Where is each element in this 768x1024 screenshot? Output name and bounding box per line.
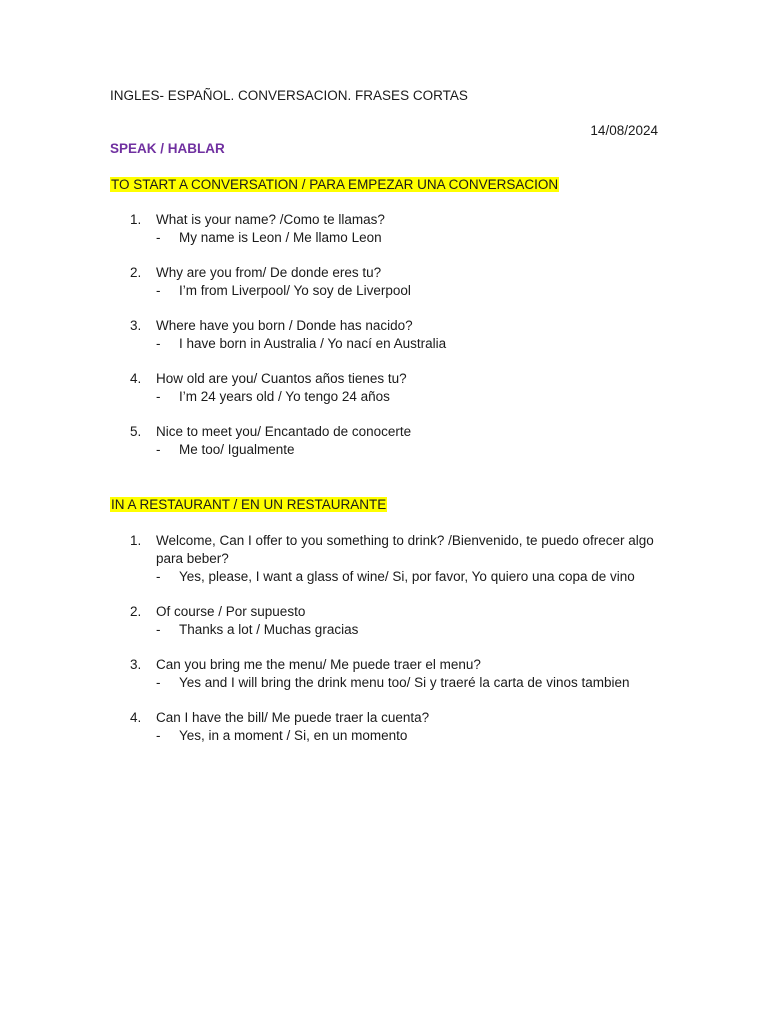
- item-question: How old are you/ Cuantos años tienes tu?: [156, 371, 407, 386]
- list-item: [130, 264, 660, 300]
- list-item: [130, 423, 660, 459]
- answer-text: I have born in Australia / Yo nací en Australia: [179, 336, 447, 351]
- restaurant-list: [130, 532, 660, 762]
- section-heading-text: TO START A CONVERSATION / PARA EMPEZAR UNA CONVERSACION: [111, 177, 559, 192]
- answer-text: I’m from Liverpool/ Yo soy de Liverpool: [179, 283, 411, 298]
- answer-text: Thanks a lot / Muchas gracias: [179, 622, 359, 637]
- item-number: 4.: [130, 710, 142, 725]
- item-number: 3.: [130, 657, 142, 672]
- item-answer: [156, 674, 660, 692]
- list-item: [130, 709, 660, 745]
- document-date: 14/08/2024: [590, 123, 658, 138]
- answer-text: Me too/ Igualmente: [179, 442, 295, 457]
- list-item: [130, 603, 660, 639]
- item-answer: [156, 229, 660, 247]
- item-question: Can you bring me the menu/ Me puede traer el menu?: [156, 657, 481, 672]
- dash-marker: -: [156, 442, 161, 457]
- item-question: Where have you born / Donde has nacido?: [156, 318, 413, 333]
- item-answer: [156, 621, 660, 639]
- item-question: Why are you from/ De donde eres tu?: [156, 265, 382, 280]
- item-answer: [156, 335, 660, 353]
- dash-marker: -: [156, 389, 161, 404]
- item-question: What is your name? /Como te llamas?: [156, 212, 385, 227]
- item-number: 4.: [130, 371, 142, 386]
- section-heading-conversation: [110, 176, 559, 194]
- item-number: 1.: [130, 212, 142, 227]
- item-question: Of course / Por supuesto: [156, 604, 306, 619]
- dash-marker: -: [156, 675, 161, 690]
- section-heading-restaurant: [110, 496, 387, 514]
- list-item: [130, 532, 660, 586]
- dash-marker: -: [156, 336, 161, 351]
- list-item: [130, 656, 660, 692]
- item-number: 3.: [130, 318, 142, 333]
- dash-marker: -: [156, 230, 161, 245]
- dash-marker: -: [156, 283, 161, 298]
- item-question: Nice to meet you/ Encantado de conocerte: [156, 424, 412, 439]
- answer-text: Yes and I will bring the drink menu too/ Si y traeré la carta de vinos tambien: [179, 675, 630, 690]
- item-number: 2.: [130, 604, 142, 619]
- answer-text: I’m 24 years old / Yo tengo 24 años: [179, 389, 390, 404]
- item-answer: [156, 282, 660, 300]
- item-answer: [156, 568, 660, 586]
- item-number: 2.: [130, 265, 142, 280]
- item-answer: [156, 388, 660, 406]
- answer-text: Yes, please, I want a glass of wine/ Si, por favor, Yo quiero una copa de vino: [179, 569, 635, 584]
- answer-text: My name is Leon / Me llamo Leon: [179, 230, 382, 245]
- answer-text: Yes, in a moment / Si, en un momento: [179, 728, 408, 743]
- dash-marker: -: [156, 622, 161, 637]
- speak-heading: SPEAK / HABLAR: [110, 141, 225, 156]
- item-answer: [156, 441, 660, 459]
- dash-marker: -: [156, 728, 161, 743]
- item-number: 1.: [130, 533, 142, 548]
- item-question: Can I have the bill/ Me puede traer la cuenta?: [156, 710, 430, 725]
- dash-marker: -: [156, 569, 161, 584]
- list-item: [130, 317, 660, 353]
- conversation-list: [130, 211, 660, 476]
- list-item: [130, 370, 660, 406]
- section-heading-text: IN A RESTAURANT / EN UN RESTAURANTE: [111, 497, 387, 512]
- item-answer: [156, 727, 660, 745]
- item-number: 5.: [130, 424, 142, 439]
- document-title: INGLES- ESPAÑOL. CONVERSACION. FRASES CORTAS: [110, 88, 468, 103]
- item-question: Welcome, Can I offer to you something to drink? /Bienvenido, te puedo ofrecer algo para beber?: [156, 533, 654, 566]
- list-item: [130, 211, 660, 247]
